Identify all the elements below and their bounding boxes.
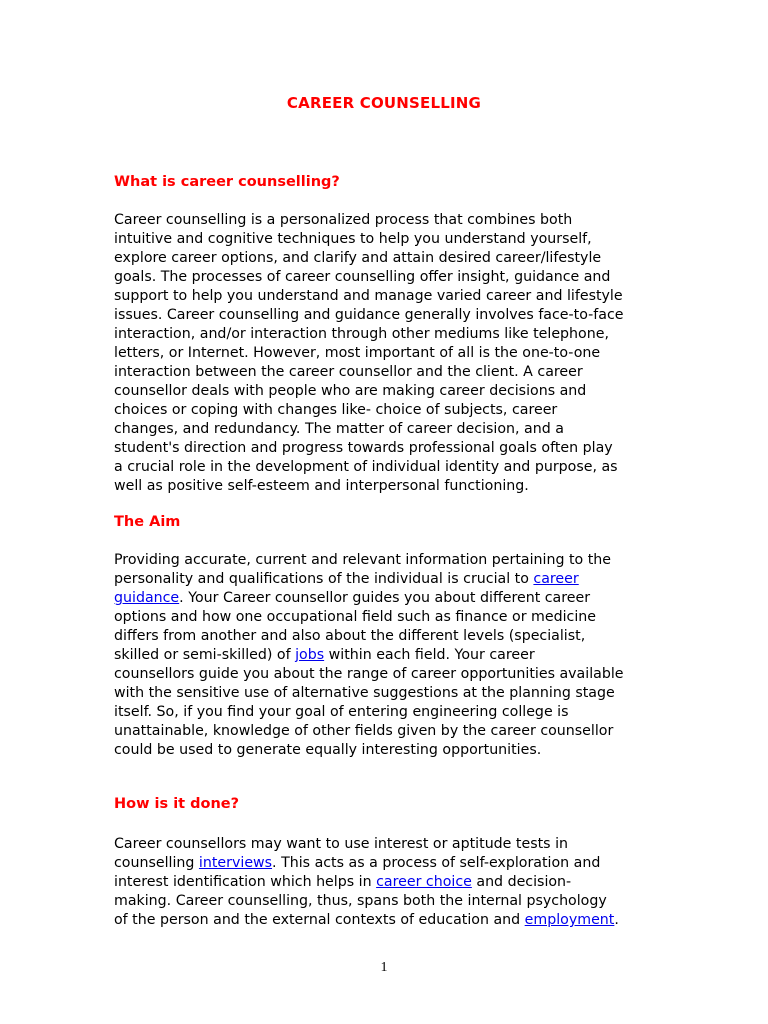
- text-line: itself. So, if you find your goal of entering engineering college is: [114, 704, 569, 720]
- text-line: [114, 570, 659, 589]
- text-segment: skilled or semi-skilled) of: [114, 647, 296, 663]
- text-line: [114, 854, 659, 873]
- text-line: explore career options, and clarify and attain desired career/lifestyle: [114, 250, 602, 266]
- interviews-link[interactable]: interviews: [198, 855, 273, 871]
- text-segment: . This acts as a process of self-exploration and: [272, 855, 601, 871]
- text-segment: of the person and the external contexts of education and: [114, 912, 525, 928]
- text-line: well as positive self-esteem and interpersonal functioning.: [114, 478, 529, 494]
- text-line: [114, 873, 659, 892]
- text-segment: . Your Career counsellor guides you about different career: [179, 590, 591, 606]
- paragraph-what-is: [114, 211, 659, 496]
- career-guidance-link-continued[interactable]: guidance: [114, 590, 180, 606]
- text-line: Providing accurate, current and relevant information pertaining to the: [114, 552, 612, 568]
- text-line: goals. The processes of career counselling offer insight, guidance and: [114, 269, 611, 285]
- text-line: interaction between the career counsellor and the client. A career: [114, 364, 583, 380]
- document-title: CAREER COUNSELLING: [286, 94, 482, 112]
- text-line: making. Career counselling, thus, spans both the internal psychology: [114, 893, 607, 909]
- text-line: [114, 646, 659, 665]
- text-segment: .: [614, 912, 619, 928]
- text-line: [114, 589, 659, 608]
- text-segment: personality and qualifications of the individual is crucial to: [114, 571, 534, 587]
- text-line: counsellor deals with people who are making career decisions and: [114, 383, 587, 399]
- text-line: Career counselling is a personalized process that combines both: [114, 212, 573, 228]
- text-line: support to help you understand and manage varied career and lifestyle: [114, 288, 623, 304]
- text-line: Career counsellors may want to use interest or aptitude tests in: [114, 836, 569, 852]
- text-segment: and decision-: [471, 874, 572, 890]
- text-line: a crucial role in the development of individual identity and purpose, as: [114, 459, 618, 475]
- text-segment: counselling: [114, 855, 199, 871]
- text-line: intuitive and cognitive techniques to help you understand yourself,: [114, 231, 592, 247]
- section-heading-the-aim: The Aim: [114, 514, 181, 530]
- text-line: interaction, and/or interaction through other mediums like telephone,: [114, 326, 609, 342]
- text-line: unattainable, knowledge of other fields given by the career counsellor: [114, 723, 614, 739]
- text-line: changes, and redundancy. The matter of career decision, and a: [114, 421, 564, 437]
- text-line: could be used to generate equally interesting opportunities.: [114, 742, 542, 758]
- career-guidance-link[interactable]: career: [533, 571, 579, 587]
- text-line: [114, 911, 659, 930]
- text-line: with the sensitive use of alternative suggestions at the planning stage: [114, 685, 615, 701]
- text-line: issues. Career counselling and guidance generally involves face-to-face: [114, 307, 624, 323]
- text-line: counsellors guide you about the range of career opportunities available: [114, 666, 624, 682]
- text-line: choices or coping with changes like- choice of subjects, career: [114, 402, 558, 418]
- text-line: options and how one occupational field such as finance or medicine: [114, 609, 596, 625]
- text-segment: interest identification which helps in: [114, 874, 377, 890]
- page-number: 1: [380, 960, 388, 975]
- paragraph-the-aim: [114, 551, 659, 760]
- section-heading-how-is-it-done: How is it done?: [114, 796, 240, 812]
- section-heading-what-is: What is career counselling?: [114, 174, 340, 190]
- text-segment: within each field. Your career: [324, 647, 535, 663]
- career-choice-link[interactable]: career choice: [376, 874, 472, 890]
- paragraph-how-is-it-done: [114, 835, 659, 930]
- jobs-link[interactable]: jobs: [295, 647, 325, 663]
- employment-link[interactable]: employment: [524, 912, 615, 928]
- text-line: differs from another and also about the different levels (specialist,: [114, 628, 586, 644]
- text-line: student's direction and progress towards professional goals often play: [114, 440, 613, 456]
- text-line: letters, or Internet. However, most important of all is the one-to-one: [114, 345, 601, 361]
